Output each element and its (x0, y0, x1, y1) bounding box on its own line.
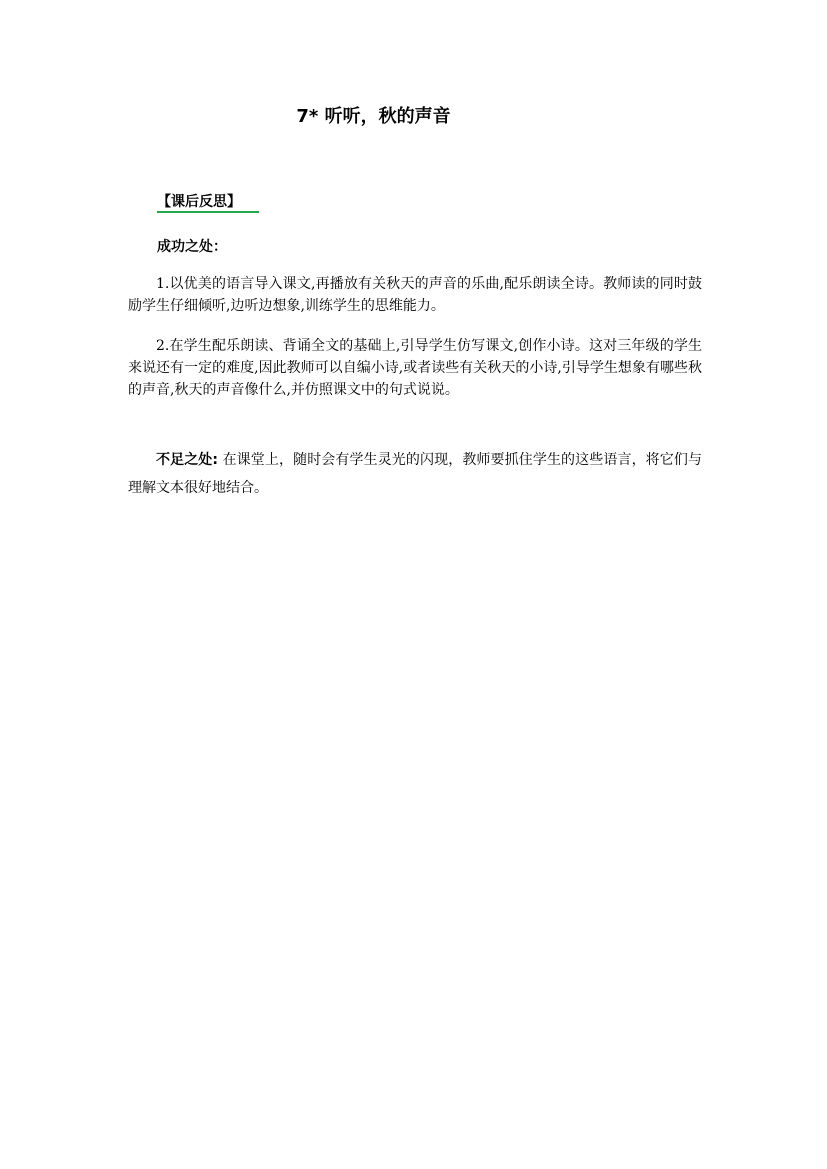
shortcoming-text: 在课堂上，随时会有学生灵光的闪现，教师要抓住学生的这些语言，将它们与理解文本很好地结合。 (128, 452, 702, 496)
page-title: 7* 听听，秋的声音 (296, 106, 451, 127)
shortcoming-heading: 不足之处: (156, 452, 219, 468)
section-heading-underline (157, 211, 259, 213)
section-heading: 【课后反思】 (157, 194, 241, 210)
success-item-1: 1.以优美的语言导入课文,再播放有关秋天的声音的乐曲,配乐朗读全诗。教师读的同时鼓励学生仔细倾听,边听边想象,训练学生的思维能力。 (128, 276, 702, 314)
success-heading: 成功之处： (157, 239, 227, 255)
success-item-2: 2.在学生配乐朗读、背诵全文的基础上,引导学生仿写课文,创作小诗。这对三年级的学生来说还有一定的难度,因此教师可以自编小诗,或者读些有关秋天的小诗,引导学生想象有哪些秋的声音,秋天的声音像什么,并仿照课文中的句式说说。 (128, 338, 702, 398)
shortcoming-paragraph (128, 446, 702, 502)
